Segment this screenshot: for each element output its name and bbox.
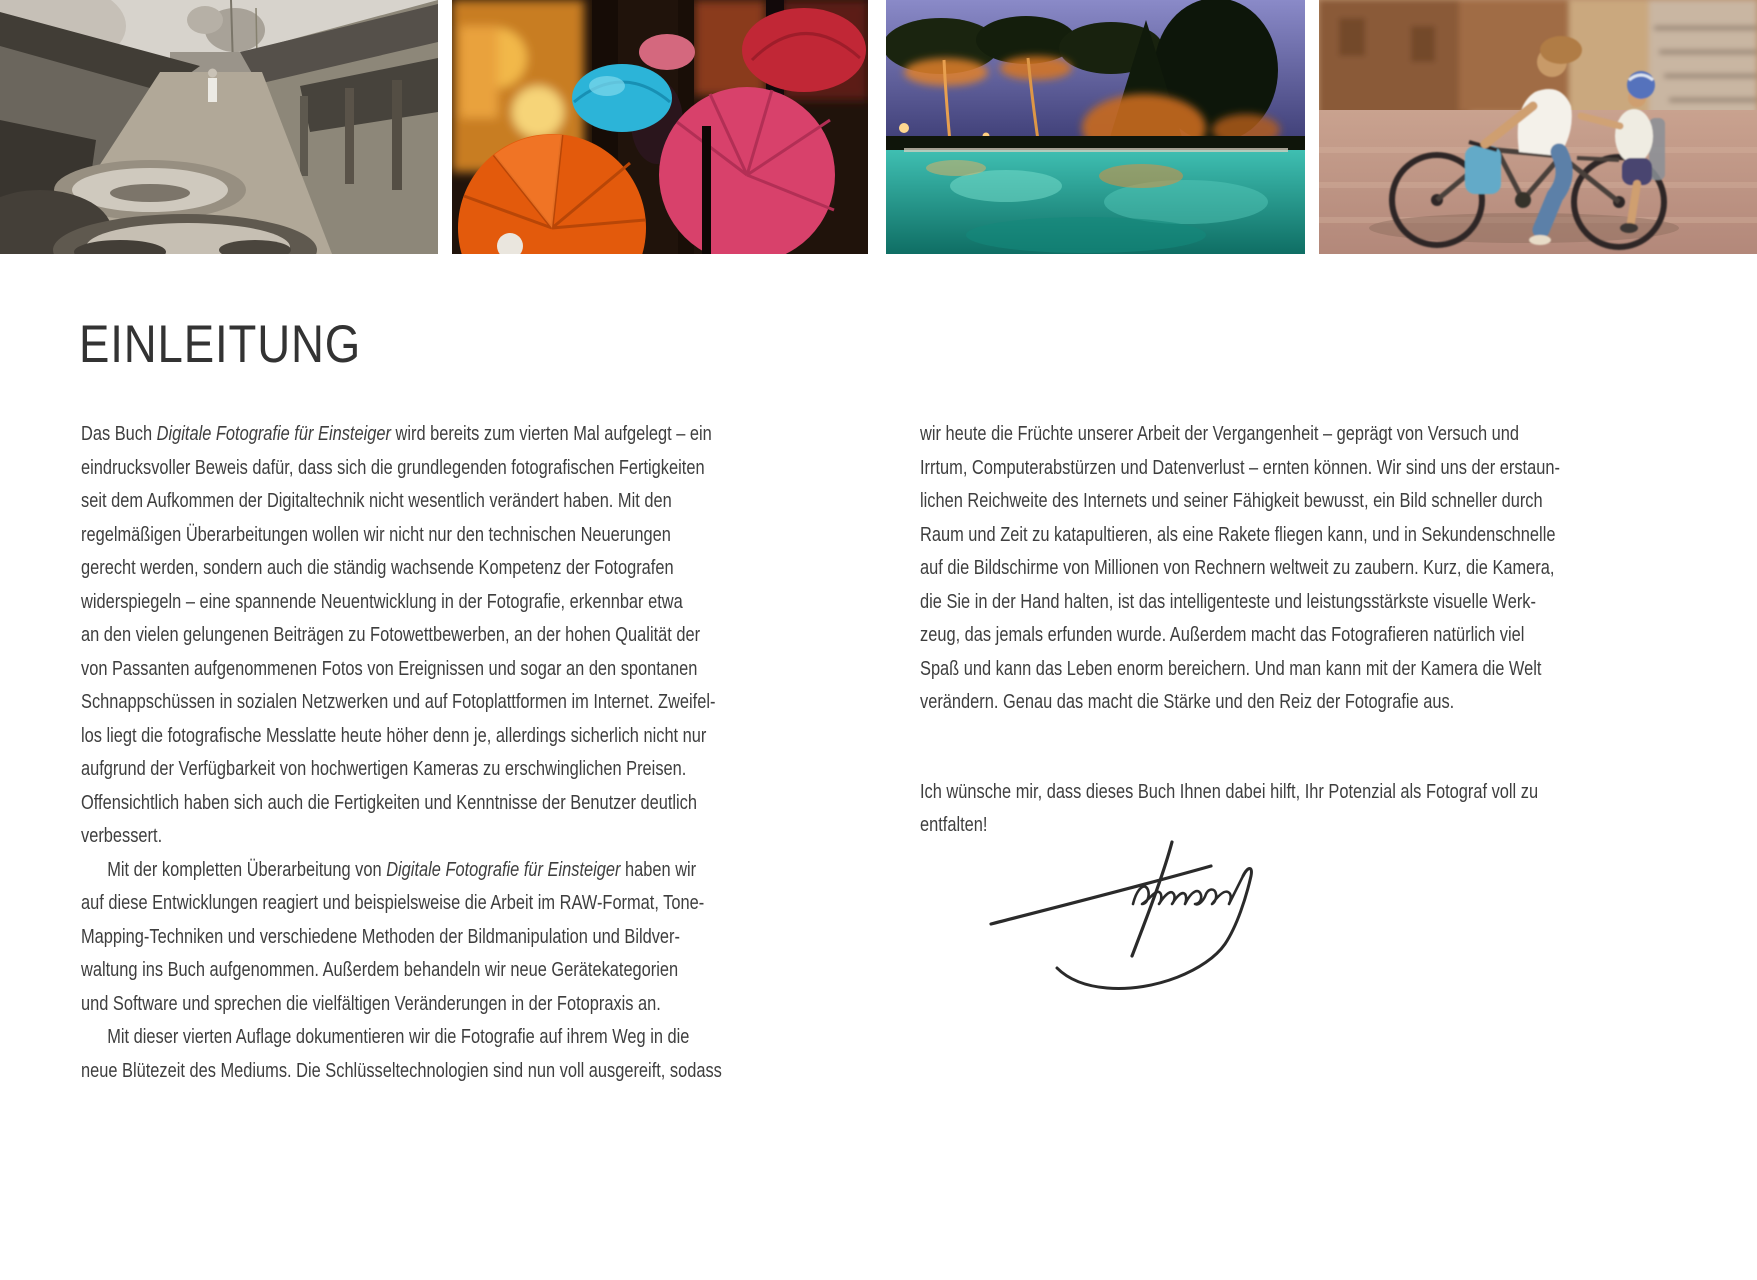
text-line [81, 519, 722, 553]
text-segment: los liegt die fotografische Messlatte heute höher denn je, allerdings sicherlich nicht nur [81, 724, 707, 747]
text-segment: regelmäßigen Überarbeitungen wollen wir nicht nur den technischen Neuerungen [81, 523, 671, 546]
photo-village-alley-bw [0, 0, 438, 254]
text-segment: haben wir [620, 858, 697, 881]
text-line [81, 954, 722, 988]
text-line [81, 820, 722, 854]
text-segment: widerspiegeln – eine spannende Neuentwicklung in der Fotografie, erkennbar etwa [81, 590, 683, 613]
text-line [81, 854, 722, 888]
intro-right-paragraph-1 [920, 418, 1560, 720]
text-line [81, 552, 722, 586]
text-segment: lichen Reichweite des Internets und seiner Fähigkeit bewusst, ein Bild schneller durch [920, 490, 1543, 512]
text-segment: eindrucksvoller Beweis dafür, dass sich die grundlegenden fotografischen Fertigkeiten [81, 456, 705, 479]
text-line [920, 586, 1560, 620]
text-line [920, 485, 1560, 519]
text-line [920, 418, 1560, 452]
text-line [81, 485, 722, 519]
text-segment: auf die Bildschirme von Millionen von Rechnern weltweit zu zaubern. Kurz, die Kamera, [920, 557, 1555, 579]
intro-column-left [81, 418, 722, 1088]
text-line [81, 418, 722, 452]
text-segment: auf diese Entwicklungen reagiert und beispielsweise die Arbeit im RAW-Format, Tone- [81, 892, 705, 914]
page-title: EINLEITUNG [79, 315, 362, 374]
text-line [920, 653, 1560, 687]
book-title-italic: Digitale Fotografie für Einsteiger [386, 858, 621, 881]
bicycle-illustration [1319, 0, 1757, 254]
text-line [81, 686, 722, 720]
text-segment: an den vielen gelungenen Beiträgen zu Fotowettbewerben, an der hohen Qualität der [81, 624, 701, 646]
text-line [81, 787, 722, 821]
text-segment: zeug, das jemals erfunden wurde. Außerdem macht das Fotografieren natürlich viel [920, 624, 1525, 646]
text-line [81, 619, 722, 653]
text-segment: Irrtum, Computerabstürzen und Datenverlust – ernten können. Wir sind uns der erstaun- [920, 456, 1560, 479]
text-segment: Schnappschüssen in sozialen Netzwerken und auf Fotoplattformen im Internet. Zweifel- [81, 691, 716, 713]
text-segment: Mapping-Techniken und verschiedene Methoden der Bildmanipulation und Bildver- [81, 925, 680, 948]
text-line [81, 921, 722, 955]
intro-right-paragraph-2 [920, 776, 1560, 843]
photo-bicycle-ride [1319, 0, 1757, 254]
text-segment: wir heute die Früchte unserer Arbeit der Vergangenheit – geprägt von Versuch und [920, 423, 1519, 445]
text-segment: und Software und sprechen die vielfältigen Veränderungen in der Fotopraxis an. [81, 992, 661, 1015]
intro-column-right [920, 418, 1560, 843]
text-line [81, 452, 722, 486]
text-segment: entfalten! [920, 814, 988, 836]
text-segment: waltung ins Buch aufgenommen. Außerdem behandeln wir neue Gerätekategorien [81, 959, 679, 981]
signature-ink-icon [985, 838, 1277, 1014]
text-segment: verbessert. [81, 825, 163, 847]
text-segment: gerecht werden, sondern auch die ständig wachsende Kompetenz der Fotografen [81, 557, 674, 579]
text-segment: Raum und Zeit zu katapultieren, als eine Rakete fliegen kann, und in Sekundenschnelle [920, 523, 1556, 546]
text-line [81, 887, 722, 921]
text-line [920, 519, 1560, 553]
text-line [920, 552, 1560, 586]
photo-strip [0, 0, 1757, 254]
pool-illustration [886, 0, 1305, 254]
text-segment: neue Blütezeit des Mediums. Die Schlüsseltechnologien sind nun voll ausgereift, sodass [81, 1059, 722, 1082]
text-line [920, 619, 1560, 653]
text-line [920, 686, 1560, 720]
text-segment: verändern. Genau das macht die Stärke und den Reiz der Fotografie aus. [920, 691, 1455, 713]
text-segment: Mit dieser vierten Auflage dokumentieren wir die Fotografie auf ihrem Weg in die [107, 1026, 690, 1048]
text-segment: die Sie in der Hand halten, ist das intelligenteste und leistungsstärkste visuelle Werk- [920, 590, 1536, 613]
text-segment: Spaß und kann das Leben enorm bereichern. Und man kann mit der Kamera die Welt [920, 657, 1542, 680]
text-line [81, 720, 722, 754]
text-segment: Ich wünsche mir, dass dieses Buch Ihnen dabei hilft, Ihr Potenzial als Fotograf voll zu [920, 780, 1539, 803]
text-segment: von Passanten aufgenommenen Fotos von Ereignissen und sogar an den spontanen [81, 657, 698, 680]
text-line [81, 753, 722, 787]
text-segment: aufgrund der Verfügbarkeit von hochwertigen Kameras zu erschwinglichen Preisen. [81, 758, 687, 780]
text-segment: wird bereits zum vierten Mal aufgelegt – ein [390, 423, 712, 445]
text-segment: Das Buch [81, 423, 157, 445]
text-segment: Mit der kompletten Überarbeitung von [107, 858, 387, 881]
text-line [920, 452, 1560, 486]
text-line [81, 1055, 722, 1089]
text-line [81, 1021, 722, 1055]
photo-umbrellas-rain [452, 0, 868, 254]
text-line [81, 988, 722, 1022]
text-line [81, 586, 722, 620]
text-segment: seit dem Aufkommen der Digitaltechnik nicht wesentlich verändert haben. Mit den [81, 490, 672, 512]
text-line [81, 653, 722, 687]
book-title-italic: Digitale Fotografie für Einsteiger [156, 423, 391, 445]
village-alley-illustration [0, 0, 438, 254]
text-line [920, 776, 1560, 810]
photo-pool-at-dusk [886, 0, 1305, 254]
author-signature [985, 838, 1277, 1014]
umbrellas-illustration [452, 0, 868, 254]
text-segment: Offensichtlich haben sich auch die Fertigkeiten und Kenntnisse der Benutzer deutlich [81, 791, 697, 814]
